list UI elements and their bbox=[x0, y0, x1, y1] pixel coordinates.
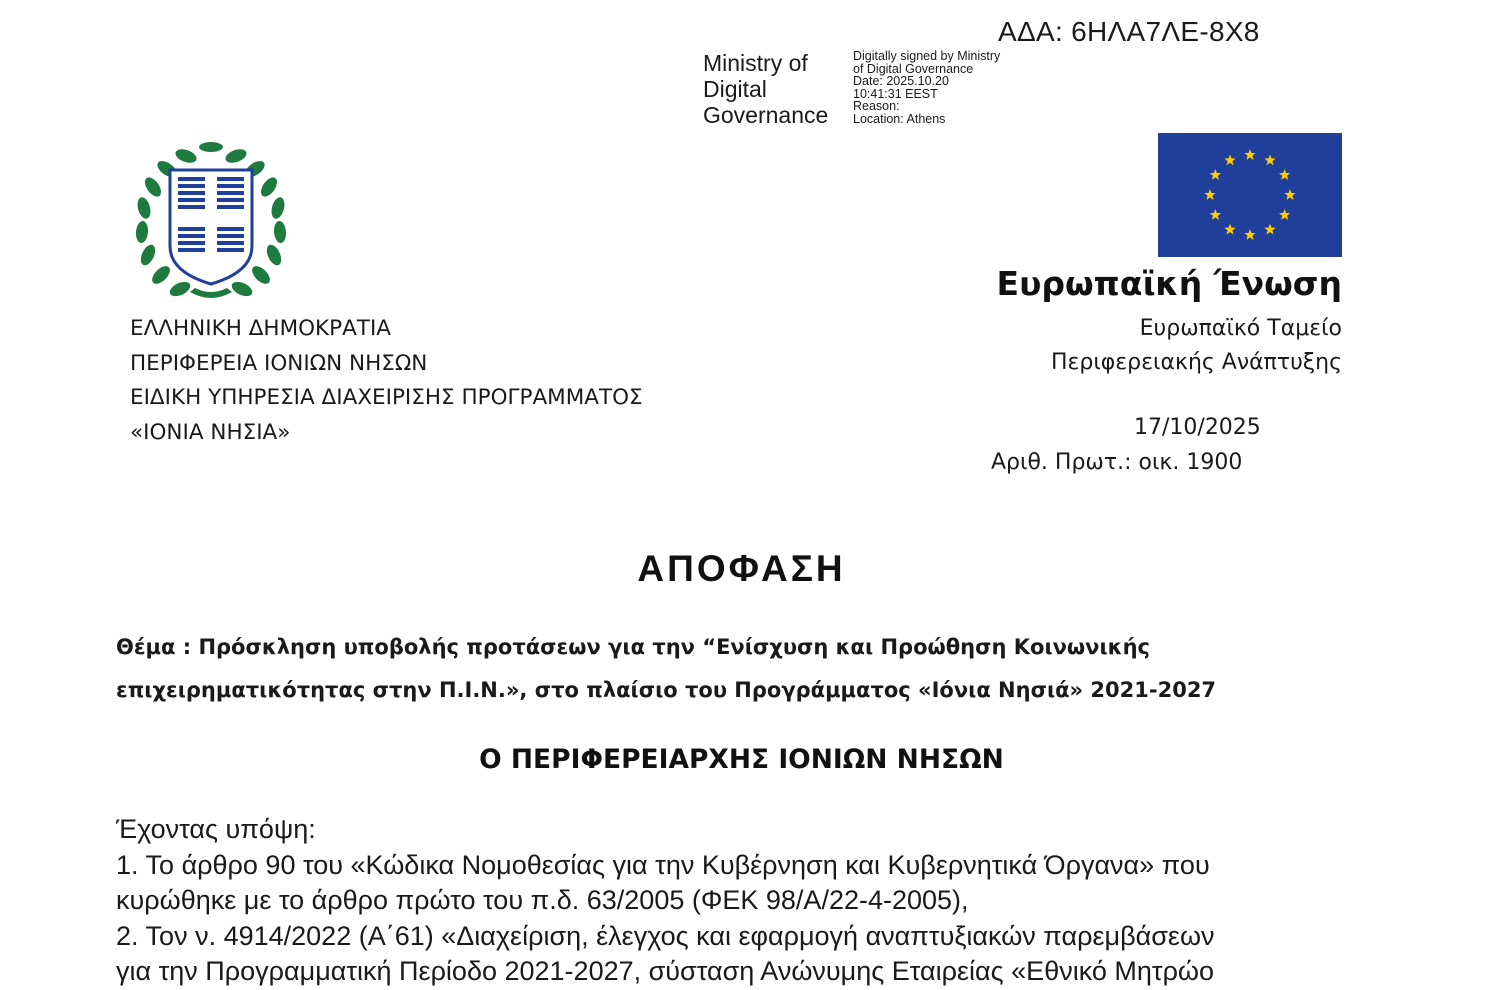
document-title: ΑΠΟΦΑΣΗ bbox=[637, 548, 846, 589]
ada-code: ΑΔΑ: 6ΗΛΑ7ΛΕ-8Χ8 bbox=[998, 16, 1260, 47]
subject-line: επιχειρηματικότητας στην Π.Ι.Ν.», στο πλαίσιο του Προγράμματος «Ιόνια Νησιά» 2021-2027 bbox=[116, 678, 1217, 702]
signature-detail-line: Date: 2025.10.20 bbox=[853, 74, 949, 88]
eu-fund-line: Ευρωπαϊκό Ταμείο bbox=[1139, 316, 1342, 341]
body-line: κυρώθηκε με το άρθρο πρώτο του π.δ. 63/2005 (ΦΕΚ 98/Α/22-4-2005), bbox=[116, 885, 969, 915]
eu-flag-icon bbox=[1158, 133, 1342, 257]
subject-line: Θέμα : Πρόσκληση υποβολής προτάσεων για την “Ενίσχυση και Προώθηση Κοινωνικής bbox=[116, 635, 1150, 659]
issuer-line: «ΙΟΝΙΑ ΝΗΣΙΑ» bbox=[130, 419, 291, 445]
issuer-line: ΠΕΡΙΦΕΡΕΙΑ ΙΟΝΙΩΝ ΝΗΣΩΝ bbox=[130, 350, 428, 376]
body-line: για την Προγραμματική Περίοδο 2021-2027, σύσταση Ανώνυμης Εταιρείας «Εθνικό Μητρώο bbox=[116, 956, 1215, 986]
issuer-line: ΕΛΛΗΝΙΚΗ ΔΗΜΟΚΡΑΤΙΑ bbox=[130, 316, 391, 341]
signature-detail-line: Reason: bbox=[853, 99, 900, 113]
eu-title: Ευρωπαϊκή Ένωση bbox=[996, 264, 1342, 303]
subject-block bbox=[116, 626, 1416, 712]
eu-fund bbox=[1051, 312, 1342, 380]
signature-name-line: Digital bbox=[703, 76, 767, 102]
body-text bbox=[116, 812, 1376, 990]
eu-fund-line: Περιφερειακής Ανάπτυξης bbox=[1050, 350, 1342, 375]
issuer-line: ΕΙΔΙΚΗ ΥΠΗΡΕΣΙΑ ΔΙΑΧΕΙΡΙΣΗΣ ΠΡΟΓΡΑΜΜΑΤΟΣ bbox=[130, 385, 643, 410]
signature-name-line: Governance bbox=[703, 102, 829, 128]
body-line: 2. Τον ν. 4914/2022 (Α΄61) «Διαχείριση, έλεγχος και εφαρμογή αναπτυξιακών παρεμβάσεων bbox=[116, 920, 1215, 951]
signature-detail-line: 10:41:31 EEST bbox=[853, 86, 938, 101]
document-date: 17/10/2025 bbox=[1134, 415, 1261, 440]
issuer-block bbox=[130, 312, 643, 450]
signature-detail-line: of Digital Governance bbox=[853, 61, 974, 76]
body-line: Έχοντας υπόψη: bbox=[116, 814, 316, 844]
protocol-number: Αριθ. Πρωτ.: οικ. 1900 bbox=[991, 450, 1243, 475]
signature-detail-line: Digitally signed by Ministry bbox=[853, 49, 1001, 63]
greek-coat-of-arms-icon bbox=[130, 142, 292, 302]
signature-name bbox=[703, 50, 828, 128]
signature-name-line: Ministry of bbox=[703, 50, 808, 76]
signature-detail-line: Location: Athens bbox=[853, 111, 946, 126]
signature-details bbox=[853, 50, 1000, 125]
authority-heading: Ο ΠΕΡΙΦΕΡΕΙΑΡΧΗΣ ΙΟΝΙΩΝ ΝΗΣΩΝ bbox=[479, 744, 1004, 775]
body-line: 1. Το άρθρο 90 του «Κώδικα Νομοθεσίας για την Κυβέρνηση και Κυβερνητικά Όργανα» που bbox=[116, 849, 1210, 880]
